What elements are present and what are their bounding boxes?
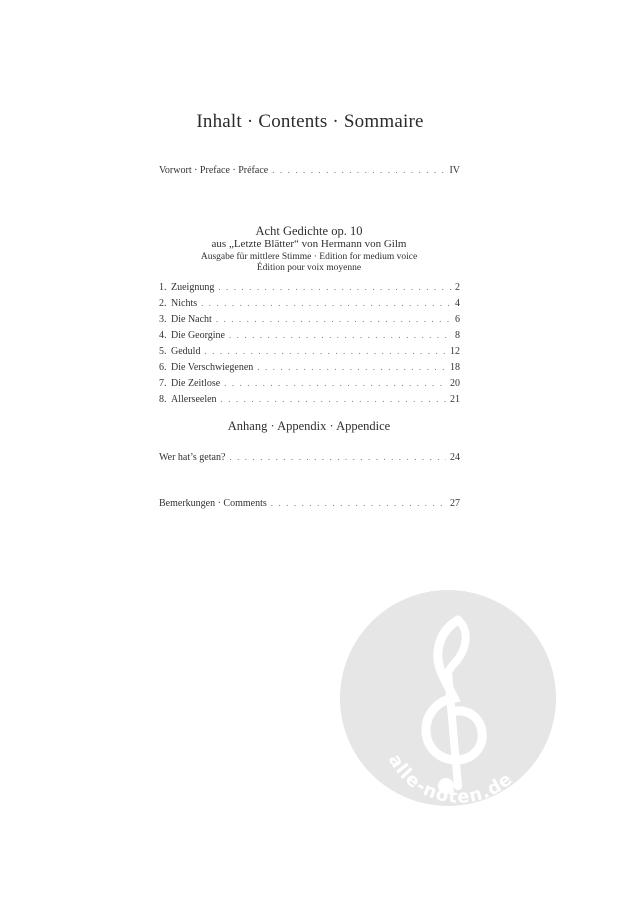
song-number: 3. — [159, 314, 167, 325]
toc-entry-song[interactable] — [159, 376, 460, 390]
edition-note-fr: Édition pour voix moyenne — [256, 263, 362, 273]
toc-entry-song[interactable] — [159, 392, 460, 406]
song-page: 18 — [450, 362, 460, 373]
toc-entry-song[interactable] — [159, 360, 460, 374]
toc-entry-label: Wer hat’s getan? — [159, 452, 226, 463]
song-page: 21 — [450, 394, 460, 405]
dot-leader — [229, 328, 451, 342]
song-title: Zueignung — [171, 282, 215, 293]
song-number: 7. — [159, 378, 167, 389]
toc-entry-song[interactable] — [159, 344, 460, 358]
dot-leader — [224, 376, 446, 390]
dot-leader — [272, 163, 445, 177]
toc-entry-page: 24 — [450, 452, 460, 463]
song-title: Die Verschwiegenen — [171, 362, 254, 373]
song-number: 4. — [159, 330, 167, 341]
toc-entry-page: 27 — [450, 498, 460, 509]
toc-entry-song[interactable] — [159, 328, 460, 342]
opus-subtitle: aus „Letzte Blätter“ von Hermann von Gilm — [211, 238, 407, 250]
song-number: 2. — [159, 298, 167, 309]
dot-leader — [201, 296, 451, 310]
dot-leader — [204, 344, 446, 358]
toc-entry-label: Bemerkungen · Comments — [159, 498, 267, 509]
song-page: 8 — [455, 330, 460, 341]
song-number: 5. — [159, 346, 167, 357]
dot-leader — [229, 450, 446, 464]
opus-title: Acht Gedichte op. 10 — [255, 224, 363, 238]
dot-leader — [221, 392, 446, 406]
song-number: 8. — [159, 394, 167, 405]
toc-entry-label: Vorwort · Preface · Préface — [159, 165, 269, 176]
song-title: Geduld — [171, 346, 201, 357]
song-number: 6. — [159, 362, 167, 373]
song-page: 12 — [450, 346, 460, 357]
song-page: 20 — [450, 378, 460, 389]
song-page: 2 — [455, 282, 460, 293]
toc-entry-preface[interactable] — [159, 163, 460, 177]
toc-entry-song[interactable] — [159, 296, 460, 310]
song-title: Allerseelen — [171, 394, 217, 405]
page-title: Inhalt · Contents · Sommaire — [196, 111, 424, 132]
dot-leader — [218, 280, 451, 294]
song-page: 6 — [455, 314, 460, 325]
appendix-heading: Anhang · Appendix · Appendice — [227, 419, 391, 433]
toc-entry-appendix[interactable] — [159, 450, 460, 464]
song-title: Die Zeitlose — [171, 378, 221, 389]
song-title: Nichts — [171, 298, 198, 309]
dot-leader — [257, 360, 446, 374]
toc-entry-song[interactable] — [159, 280, 460, 294]
dot-leader — [216, 312, 451, 326]
song-title: Die Georgine — [171, 330, 225, 341]
toc-entry-page: IV — [449, 165, 460, 176]
dot-leader — [271, 496, 446, 510]
treble-clef-icon — [340, 590, 556, 806]
edition-note: Ausgabe für mittlere Stimme · Edition for medium voice — [200, 252, 418, 262]
watermark-logo — [340, 590, 556, 806]
toc-entry-comments[interactable] — [159, 496, 460, 510]
toc-entry-song[interactable] — [159, 312, 460, 326]
song-title: Die Nacht — [171, 314, 212, 325]
song-number: 1. — [159, 282, 167, 293]
watermark-text: alle-noten.de — [383, 750, 518, 806]
song-page: 4 — [455, 298, 460, 309]
